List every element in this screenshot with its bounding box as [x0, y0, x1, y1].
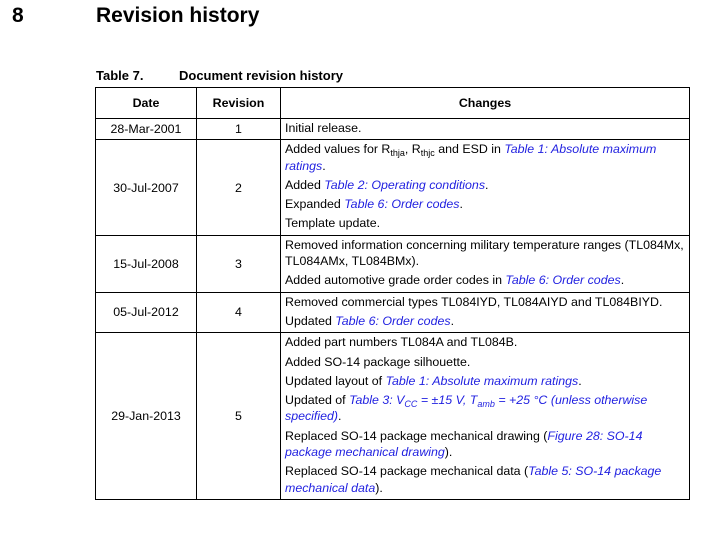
header-changes: Changes: [281, 88, 690, 119]
change-text: .: [485, 177, 489, 192]
change-item: Added part numbers TL084A and TL084B.: [285, 335, 518, 350]
change-item: Removed information concerning military temperature ranges (TL084Mx, TL084AMx, TL084BMx).: [285, 237, 684, 269]
change-text: , R: [404, 142, 421, 157]
change-text: .: [322, 158, 326, 173]
link-text[interactable]: = +25 °C (unless otherwise specified): [285, 393, 648, 424]
figure28-link[interactable]: Figure 28: SO-14 package mechanical drawing: [285, 428, 643, 460]
table5-link[interactable]: Table 5: SO-14 package mechanical data: [285, 464, 662, 495]
change-text: .: [450, 313, 455, 328]
table-caption: [96, 68, 343, 83]
table1-link[interactable]: Table 1: Absolute maximum ratings: [385, 373, 579, 388]
cell-date: 29-Jan-2013: [96, 333, 197, 500]
link-text[interactable]: Table 3: V: [349, 393, 405, 408]
change-text: Updated layout of: [285, 373, 386, 388]
table-caption-title: Document revision history: [179, 68, 343, 83]
change-text: Added automotive grade order codes in: [285, 273, 506, 288]
table-row: [96, 235, 690, 292]
table-header-row: [96, 88, 690, 119]
change-item: [285, 373, 685, 389]
cell-revision: 5: [197, 333, 281, 500]
change-item: [285, 272, 685, 288]
change-item: [285, 196, 685, 212]
change-item: Template update.: [285, 216, 381, 231]
table-caption-label: Table 7.: [96, 68, 144, 83]
cell-date: 15-Jul-2008: [96, 235, 197, 292]
change-text: Replaced SO-14 package mechanical data (: [285, 464, 529, 479]
cell-changes: [281, 119, 690, 140]
table6-link[interactable]: Table 6: Order codes: [335, 313, 451, 328]
change-item: Added SO-14 package silhouette.: [285, 354, 471, 369]
cell-changes: [281, 292, 690, 333]
change-item: [285, 463, 685, 496]
subscript: thjc: [420, 148, 435, 159]
change-text: Expanded: [285, 197, 345, 212]
cell-changes: [281, 235, 690, 292]
section-title: Revision history: [96, 4, 260, 27]
change-text: Added values for R: [285, 142, 391, 157]
change-text: Added: [285, 177, 325, 192]
change-text: Updated: [285, 313, 336, 328]
change-item: Initial release.: [285, 121, 362, 135]
table-row: [96, 333, 690, 500]
subscript[interactable]: amb: [477, 399, 495, 410]
change-text: .: [459, 197, 463, 212]
change-item: [285, 141, 685, 174]
cell-changes: [281, 140, 690, 235]
cell-revision: 4: [197, 292, 281, 333]
header-date: Date: [96, 88, 197, 119]
subscript[interactable]: CC: [404, 399, 418, 410]
table-row: [96, 119, 690, 140]
table1-link[interactable]: Table 1: Absolute maximum ratings: [285, 142, 657, 173]
change-text: .: [578, 373, 582, 388]
table-row: [96, 140, 690, 235]
header-revision: Revision: [197, 88, 281, 119]
link-text[interactable]: = ±15 V, T: [417, 393, 478, 408]
change-item: [285, 313, 685, 329]
change-item: [285, 392, 685, 425]
change-text: Updated of: [285, 393, 350, 408]
cell-revision: 3: [197, 235, 281, 292]
change-text: Replaced SO-14 package mechanical drawing (: [285, 428, 548, 443]
table2-link[interactable]: Table 2: Operating conditions: [324, 177, 486, 192]
change-item: Removed commercial types TL084IYD, TL084AIYD and TL084BIYD.: [285, 294, 663, 309]
change-text: .: [338, 409, 342, 424]
change-item: [285, 177, 685, 193]
table6-link[interactable]: Table 6: Order codes: [344, 197, 460, 212]
table6-link[interactable]: Table 6: Order codes: [505, 273, 621, 288]
subscript: thja: [390, 148, 405, 159]
table-row: [96, 292, 690, 333]
cell-date: 05-Jul-2012: [96, 292, 197, 333]
revision-history-table: [95, 87, 690, 500]
section-number: 8: [12, 4, 24, 27]
cell-date: 28-Mar-2001: [96, 119, 197, 140]
cell-revision: 2: [197, 140, 281, 235]
change-text: ).: [444, 445, 453, 460]
cell-revision: 1: [197, 119, 281, 140]
change-text: and ESD in: [434, 142, 505, 157]
change-text: .: [620, 273, 625, 288]
cell-date: 30-Jul-2007: [96, 140, 197, 235]
change-item: [285, 428, 685, 461]
change-text: ).: [375, 480, 383, 495]
cell-changes: [281, 333, 690, 500]
